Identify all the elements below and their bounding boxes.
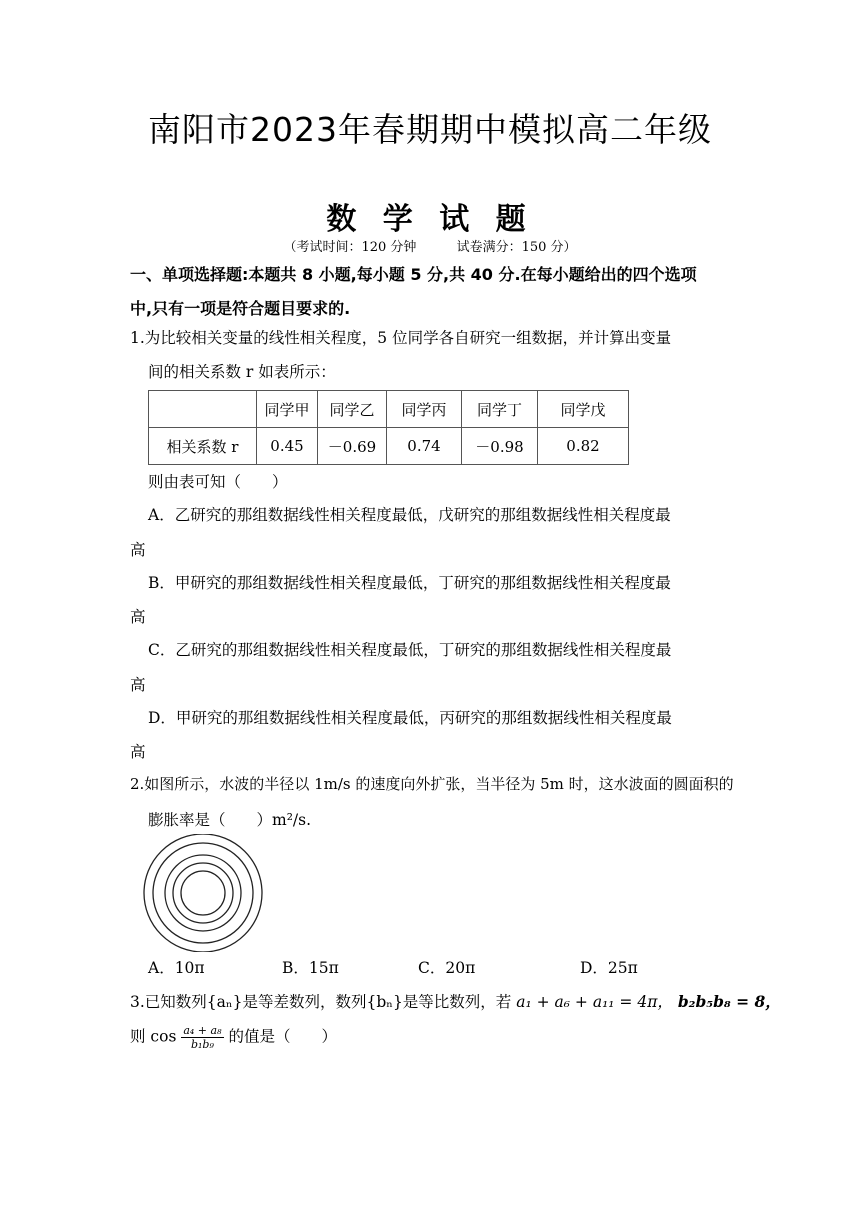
exam-title: 南阳市2023年春期期中模拟高二年级 xyxy=(148,110,712,149)
q3-fraction-numerator: a₄ + a₈ xyxy=(183,1024,222,1037)
q1-line2: 间的相关系数 r 如表所示： xyxy=(148,363,336,381)
q2-line1: 2.如图所示，水波的半径以 1m/s 的速度向外扩张，当半径为 5m 时，这水波面的圆面积的 xyxy=(130,775,734,793)
q1-option-a-cont: 高 xyxy=(130,541,146,559)
q3-arith-condition: a₁ + a₆ + a₁₁ = 4π， xyxy=(516,993,673,1011)
table-header-cell: 同学戊 xyxy=(538,391,629,428)
table-row xyxy=(149,428,629,465)
q3-fraction-denominator: b₁b₉ xyxy=(190,1038,214,1051)
q1-option-c-cont: 高 xyxy=(130,676,146,694)
q1-option-a: A．乙研究的那组数据线性相关程度最低，戊研究的那组数据线性相关程度最 xyxy=(148,506,671,524)
q1-option-c: C．乙研究的那组数据线性相关程度最低，丁研究的那组数据线性相关程度最 xyxy=(148,641,672,659)
water-wave-circles xyxy=(140,834,270,952)
table-header-cell xyxy=(149,391,257,428)
table-cell: －0.98 xyxy=(462,428,538,465)
q2-choice-c: C．20π xyxy=(418,959,476,977)
q1-stem: 则由表可知（ ） xyxy=(148,473,288,491)
wave-circle xyxy=(153,843,253,943)
q3-line1-text: 3.已知数列{aₙ}是等差数列，数列{bₙ}是等比数列，若 xyxy=(130,993,512,1011)
q2-choice-d: D．25π xyxy=(580,959,638,977)
q2-choice-b: B．15π xyxy=(282,959,339,977)
q3-fraction xyxy=(181,1024,223,1051)
exam-score: 试卷满分：150 分） xyxy=(456,240,577,255)
q1-line1: 1.为比较相关变量的线性相关程度，5 位同学各自研究一组数据，并计算出变量 xyxy=(130,329,672,347)
correlation-table xyxy=(148,390,629,465)
table-cell: 0.45 xyxy=(257,428,318,465)
section-heading-line2: 中,只有一项是符合题目要求的. xyxy=(130,299,351,318)
q3-line2-text: 的值是（ ） xyxy=(228,1027,337,1046)
table-header-cell: 同学乙 xyxy=(318,391,387,428)
exam-info xyxy=(0,236,860,255)
q1-option-b-cont: 高 xyxy=(130,608,146,626)
table-row-label: 相关系数 r xyxy=(149,428,257,465)
section-heading-line1: 一、单项选择题:本题共 8 小题,每小题 5 分,共 40 分.在每小题给出的四个选项 xyxy=(130,265,697,284)
q3-geom-condition: b₂b₅b₈ = 8， xyxy=(677,992,781,1011)
q1-option-b: B．甲研究的那组数据线性相关程度最低，丁研究的那组数据线性相关程度最 xyxy=(148,574,671,592)
table-header-cell: 同学丁 xyxy=(462,391,538,428)
q1-option-d-cont: 高 xyxy=(130,743,146,761)
table-cell: 0.74 xyxy=(387,428,462,465)
wave-circle xyxy=(181,871,225,915)
q3-line2 xyxy=(130,1024,337,1051)
q3-cos-prefix: 则 cos xyxy=(130,1027,177,1046)
table-header-cell: 同学甲 xyxy=(257,391,318,428)
wave-circle xyxy=(144,834,262,952)
q3-line1 xyxy=(130,990,781,1012)
q2-line2: 膨胀率是（ ）m²/s. xyxy=(148,811,312,829)
table-header-cell: 同学丙 xyxy=(387,391,462,428)
wave-circle xyxy=(173,863,233,923)
table-cell: －0.69 xyxy=(318,428,387,465)
subject-title: 数 学 试 题 xyxy=(326,202,534,237)
q1-option-d: D．甲研究的那组数据线性相关程度最低，丙研究的那组数据线性相关程度最 xyxy=(148,709,672,727)
table-header-row xyxy=(149,391,629,428)
table-cell: 0.82 xyxy=(538,428,629,465)
wave-circle xyxy=(165,855,241,931)
q2-choice-a: A．10π xyxy=(148,959,205,977)
exam-time: （考试时间：120 分钟 xyxy=(283,240,417,255)
